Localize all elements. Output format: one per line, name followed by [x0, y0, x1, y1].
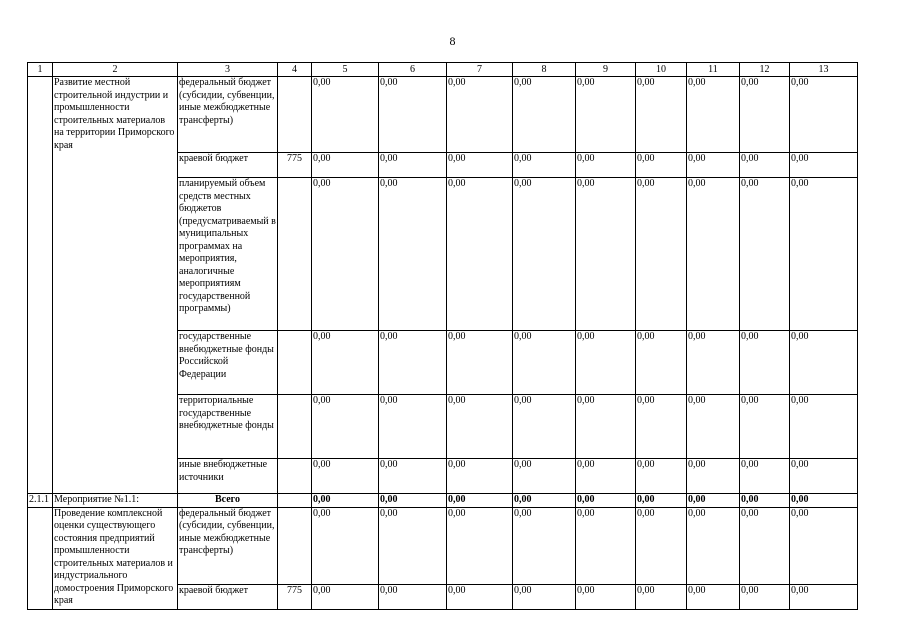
row-number-cell [28, 507, 53, 609]
funding-source-cell: территориальные государственные внебюджетные фонды [178, 395, 278, 459]
value-cell: 0,00 [312, 584, 379, 609]
header-cell: 1 [28, 63, 53, 77]
value-cell: 0,00 [447, 494, 513, 508]
value-cell: 0,00 [379, 395, 447, 459]
value-cell: 0,00 [636, 507, 687, 584]
code-cell [278, 494, 312, 508]
header-cell: 9 [576, 63, 636, 77]
value-cell: 0,00 [447, 584, 513, 609]
value-cell: 0,00 [740, 494, 790, 508]
code-cell [278, 178, 312, 331]
value-cell: 0,00 [576, 459, 636, 494]
header-cell: 10 [636, 63, 687, 77]
value-cell: 0,00 [790, 507, 858, 584]
page-number: 8 [449, 34, 456, 48]
value-cell: 0,00 [513, 507, 576, 584]
value-cell: 0,00 [312, 153, 379, 178]
value-cell: 0,00 [740, 153, 790, 178]
value-cell: 0,00 [379, 178, 447, 331]
row-number-cell [28, 77, 53, 494]
code-cell: 775 [278, 153, 312, 178]
value-cell: 0,00 [740, 584, 790, 609]
value-cell: 0,00 [687, 584, 740, 609]
header-cell: 6 [379, 63, 447, 77]
value-cell: 0,00 [447, 395, 513, 459]
value-cell: 0,00 [447, 153, 513, 178]
code-cell [278, 459, 312, 494]
value-cell: 0,00 [379, 584, 447, 609]
activity-name-cell: Развитие местной строительной индустрии и промышленности строительных материалов на территории Приморского края [53, 77, 178, 494]
value-cell: 0,00 [790, 494, 858, 508]
value-cell: 0,00 [576, 153, 636, 178]
value-cell: 0,00 [379, 459, 447, 494]
value-cell: 0,00 [636, 494, 687, 508]
value-cell: 0,00 [576, 584, 636, 609]
value-cell: 0,00 [790, 77, 858, 153]
header-cell: 4 [278, 63, 312, 77]
activity-name-cell: Проведение комплексной оценки существующего состояния предприятий промышленности строительных материалов и индустриального домостроения Приморского края [53, 507, 178, 609]
value-cell: 0,00 [636, 178, 687, 331]
value-cell: 0,00 [447, 77, 513, 153]
value-cell: 0,00 [379, 494, 447, 508]
value-cell: 0,00 [447, 507, 513, 584]
header-cell: 12 [740, 63, 790, 77]
value-cell: 0,00 [687, 459, 740, 494]
value-cell: 0,00 [636, 584, 687, 609]
value-cell: 0,00 [687, 395, 740, 459]
value-cell: 0,00 [447, 331, 513, 395]
table-row [28, 507, 858, 584]
value-cell: 0,00 [576, 178, 636, 331]
value-cell: 0,00 [379, 507, 447, 584]
value-cell: 0,00 [379, 77, 447, 153]
value-cell: 0,00 [687, 178, 740, 331]
funding-source-cell: краевой бюджет [178, 584, 278, 609]
value-cell: 0,00 [379, 331, 447, 395]
value-cell: 0,00 [576, 494, 636, 508]
value-cell: 0,00 [576, 507, 636, 584]
value-cell: 0,00 [312, 77, 379, 153]
value-cell: 0,00 [687, 77, 740, 153]
value-cell: 0,00 [636, 153, 687, 178]
value-cell: 0,00 [636, 331, 687, 395]
activity-name-cell: Мероприятие №1.1: [53, 494, 178, 508]
value-cell: 0,00 [790, 153, 858, 178]
value-cell: 0,00 [447, 459, 513, 494]
value-cell: 0,00 [740, 331, 790, 395]
value-cell: 0,00 [687, 494, 740, 508]
header-cell: 5 [312, 63, 379, 77]
value-cell: 0,00 [790, 331, 858, 395]
value-cell: 0,00 [312, 507, 379, 584]
value-cell: 0,00 [636, 77, 687, 153]
value-cell: 0,00 [513, 178, 576, 331]
value-cell: 0,00 [740, 178, 790, 331]
funding-source-cell: федеральный бюджет (субсидии, субвенции, иные межбюджетные трансферты) [178, 507, 278, 584]
header-row [28, 63, 858, 77]
value-cell: 0,00 [687, 331, 740, 395]
funding-source-cell: Всего [178, 494, 278, 508]
value-cell: 0,00 [576, 395, 636, 459]
code-cell [278, 77, 312, 153]
value-cell: 0,00 [513, 153, 576, 178]
value-cell: 0,00 [790, 178, 858, 331]
value-cell: 0,00 [790, 395, 858, 459]
funding-source-cell: государственные внебюджетные фонды Российской Федерации [178, 331, 278, 395]
table-row [28, 77, 858, 153]
header-cell: 13 [790, 63, 858, 77]
value-cell: 0,00 [513, 395, 576, 459]
funding-source-cell: иные внебюджетные источники [178, 459, 278, 494]
value-cell: 0,00 [740, 77, 790, 153]
header-cell: 3 [178, 63, 278, 77]
budget-table [27, 62, 858, 610]
value-cell: 0,00 [790, 584, 858, 609]
value-cell: 0,00 [447, 178, 513, 331]
value-cell: 0,00 [636, 459, 687, 494]
value-cell: 0,00 [312, 331, 379, 395]
header-cell: 2 [53, 63, 178, 77]
value-cell: 0,00 [687, 507, 740, 584]
value-cell: 0,00 [513, 494, 576, 508]
value-cell: 0,00 [379, 153, 447, 178]
value-cell: 0,00 [790, 459, 858, 494]
value-cell: 0,00 [312, 178, 379, 331]
code-cell [278, 331, 312, 395]
code-cell [278, 507, 312, 584]
value-cell: 0,00 [312, 459, 379, 494]
value-cell: 0,00 [740, 395, 790, 459]
value-cell: 0,00 [576, 331, 636, 395]
value-cell: 0,00 [687, 153, 740, 178]
funding-source-cell: планируемый объем средств местных бюджетов (предусматриваемый в муниципальных программах на мероприятия, аналогичные мероприятиям государственной программы) [178, 178, 278, 331]
header-cell: 7 [447, 63, 513, 77]
value-cell: 0,00 [576, 77, 636, 153]
value-cell: 0,00 [513, 77, 576, 153]
table-row [28, 494, 858, 508]
funding-source-cell: краевой бюджет [178, 153, 278, 178]
value-cell: 0,00 [636, 395, 687, 459]
code-cell [278, 395, 312, 459]
value-cell: 0,00 [513, 459, 576, 494]
value-cell: 0,00 [312, 494, 379, 508]
value-cell: 0,00 [740, 507, 790, 584]
value-cell: 0,00 [513, 331, 576, 395]
funding-source-cell: федеральный бюджет (субсидии, субвенции, иные межбюджетные трансферты) [178, 77, 278, 153]
value-cell: 0,00 [740, 459, 790, 494]
header-cell: 11 [687, 63, 740, 77]
header-cell: 8 [513, 63, 576, 77]
value-cell: 0,00 [513, 584, 576, 609]
code-cell: 775 [278, 584, 312, 609]
row-number-cell: 2.1.1 [28, 494, 53, 508]
value-cell: 0,00 [312, 395, 379, 459]
